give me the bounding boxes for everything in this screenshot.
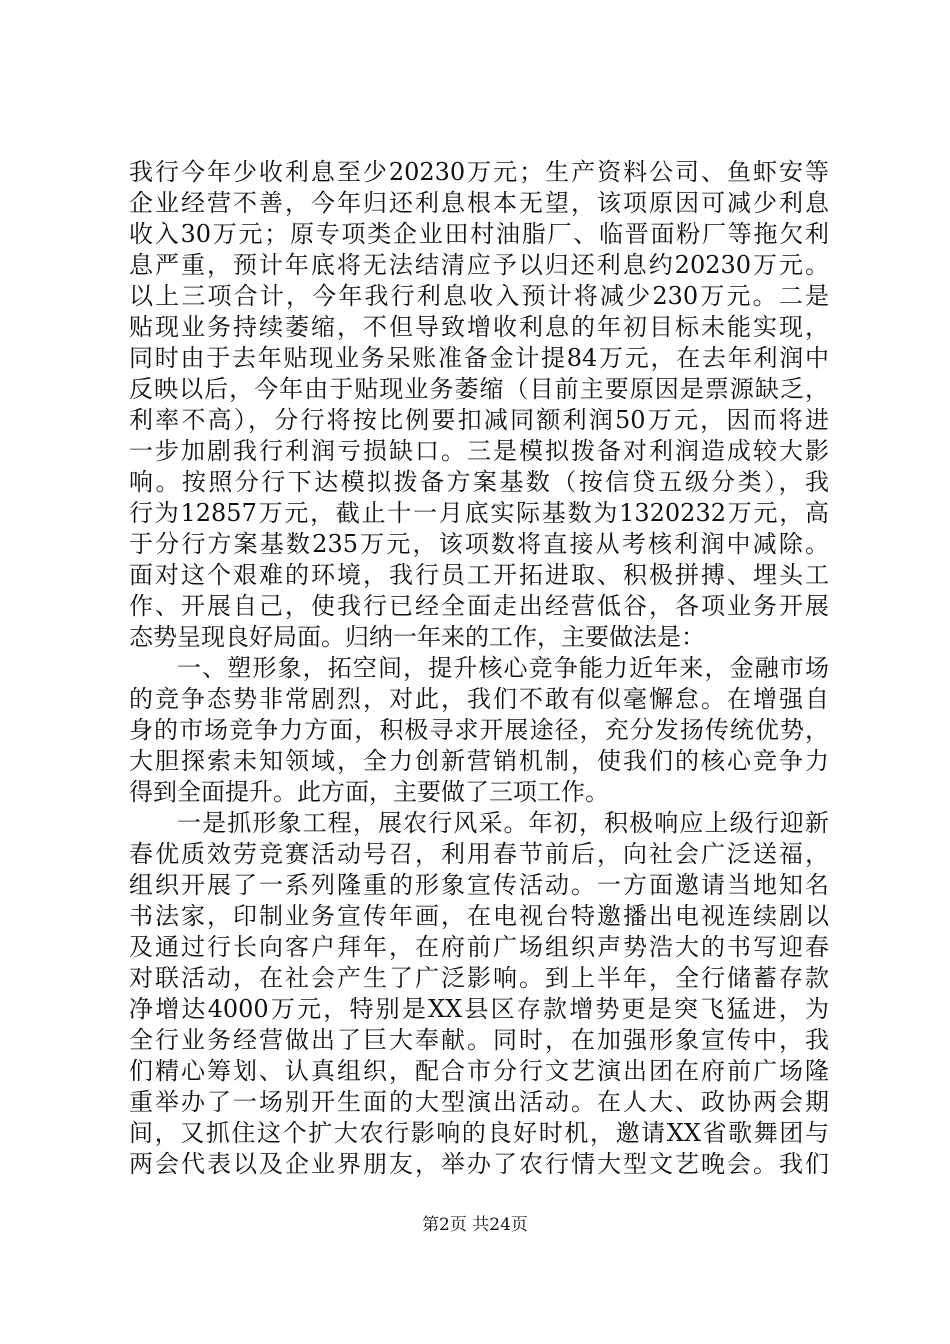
text-line: 同时由于去年贴现业务呆账准备金计提84万元，在去年利润中 [129, 344, 829, 372]
text-line: 组织开展了一系列隆重的形象宣传活动。一方面邀请当地知名 [129, 871, 829, 899]
text-line: 对联活动，在社会产生了广泛影响。到上半年，全行储蓄存款 [129, 964, 829, 992]
text-line: 得到全面提升。此方面，主要做了三项工作。 [129, 778, 609, 806]
page-number-footer: 第2页 共24页 [422, 1215, 528, 1235]
text-line: 我行今年少收利息至少20230万元；生产资料公司、鱼虾安等 [129, 158, 829, 186]
text-line: 全行业务经营做出了巨大奉献。同时，在加强形象宣传中，我 [129, 1026, 829, 1054]
text-line: 行为12857万元，截止十一月底实际基数为1320232万元，高 [129, 499, 829, 527]
text-line: 以上三项合计，今年我行利息收入预计将减少230万元。二是 [129, 282, 829, 310]
text-line: 一是抓形象工程，展农行风采。年初，积极响应上级行迎新 [177, 809, 829, 837]
text-line: 企业经营不善，今年归还利息根本无望，该项原因可减少利息 [129, 189, 829, 217]
text-line: 一、塑形象，拓空间，提升核心竞争能力近年来，金融市场 [177, 654, 829, 682]
text-line: 们精心筹划、认真组织，配合市分行文艺演出团在府前广场隆 [129, 1057, 829, 1085]
text-line: 书法家，印制业务宣传年画，在电视台特邀播出电视连续剧以 [129, 902, 829, 930]
text-line: 两会代表以及企业界朋友，举办了农行情大型文艺晚会。我们 [129, 1150, 829, 1178]
text-line: 身的市场竞争力方面，积极寻求开展途径，充分发扬传统优势， [129, 716, 829, 744]
text-line: 作、开展自己，使我行已经全面走出经营低谷，各项业务开展 [129, 592, 829, 620]
text-line: 利率不高），分行将按比例要扣减同额利润50万元，因而将进 [129, 406, 829, 434]
body-text [129, 157, 829, 1180]
text-line: 贴现业务持续萎缩，不但导致增收利息的年初目标未能实现， [129, 313, 829, 341]
text-line: 响。按照分行下达模拟拨备方案基数（按信贷五级分类），我 [129, 468, 829, 496]
text-line: 态势呈现良好局面。归纳一年来的工作，主要做法是： [129, 623, 705, 651]
text-line: 间，又抓住这个扩大农行影响的良好时机，邀请XX省歌舞团与 [129, 1119, 829, 1147]
text-line: 的竞争态势非常剧烈，对此，我们不敢有似毫懈怠。在增强自 [129, 685, 829, 713]
text-line: 息严重，预计年底将无法结清应予以归还利息约20230万元。 [129, 251, 829, 279]
text-line: 反映以后，今年由于贴现业务萎缩（目前主要原因是票源缺乏， [129, 375, 829, 403]
text-line: 大胆探索未知领域，全力创新营销机制，使我们的核心竞争力 [129, 747, 829, 775]
text-line: 净增达4000万元，特别是XX县区存款增势更是突飞猛进，为 [129, 995, 829, 1023]
text-line: 收入30万元；原专项类企业田村油脂厂、临晋面粉厂等拖欠利 [129, 220, 829, 248]
text-line: 重举办了一场别开生面的大型演出活动。在人大、政协两会期 [129, 1088, 829, 1116]
text-line: 一步加剧我行利润亏损缺口。三是模拟拨备对利润造成较大影 [129, 437, 829, 465]
text-line: 春优质效劳竞赛活动号召，利用春节前后，向社会广泛送福， [129, 840, 829, 868]
text-line: 面对这个艰难的环境，我行员工开拓进取、积极拼搏、埋头工 [129, 561, 829, 589]
text-line: 及通过行长向客户拜年，在府前广场组织声势浩大的书写迎春 [129, 933, 829, 961]
text-line: 于分行方案基数235万元，该项数将直接从考核利润中减除。 [129, 530, 829, 558]
